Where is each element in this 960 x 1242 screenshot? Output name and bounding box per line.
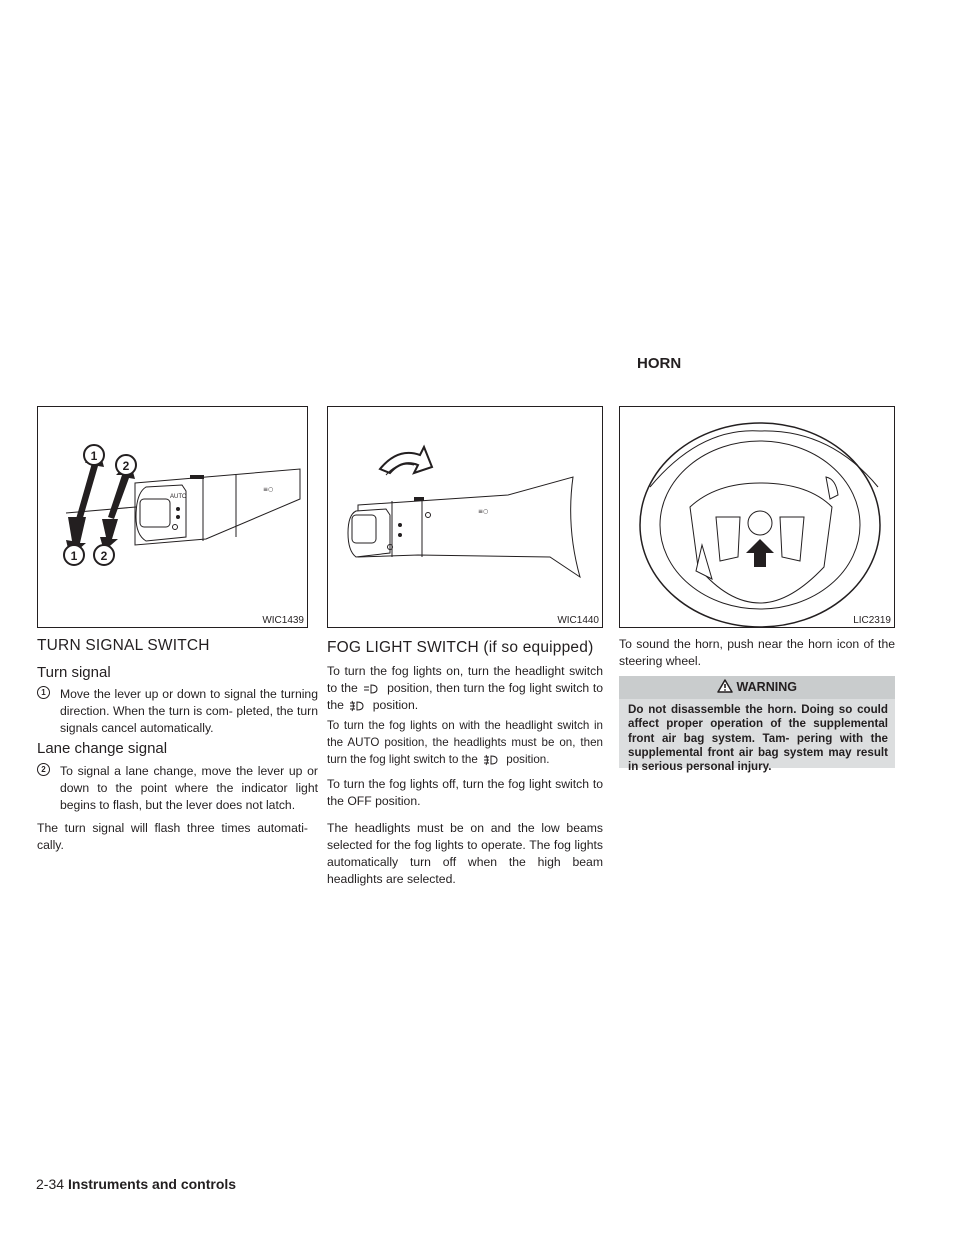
steering-wheel-illustration: [620, 407, 896, 629]
fog-p1-part-a: To turn the fog lights on, turn the headlight switch to the: [327, 664, 603, 695]
fog-paragraph-3: To turn the fog lights off, turn the fog light switch to the OFF position.: [327, 777, 603, 808]
page-footer: [36, 1176, 236, 1192]
warning-text: Do not disassemble the horn. Doing so could affect proper operation of the supplemental front air bag system. Tam- pering with the supplemental front air bag system may result in serious personal injury.: [628, 703, 888, 774]
callout-up-1: 1: [90, 449, 98, 463]
svg-text:≡○: ≡○: [263, 486, 274, 493]
callout-down-2: 2: [100, 549, 108, 563]
callout-down-1: 1: [70, 549, 78, 563]
page-number: 2-34: [36, 1176, 65, 1192]
lane-change-subheading: Lane change signal: [37, 740, 168, 757]
item-1-text: Move the lever up or down to signal the turning direction. When the turn is com- pleted, the turn signals cancel automatically.: [60, 687, 318, 735]
turn-signal-subheading: Turn signal: [37, 664, 111, 681]
figure-code: LIC2319: [853, 615, 891, 626]
callout-up-2: 2: [122, 459, 130, 473]
horn-paragraph: To sound the horn, push near the horn icon of the steering wheel.: [619, 637, 895, 668]
fog-light-switch-heading: FOG LIGHT SWITCH (if so equipped): [327, 639, 594, 656]
item-2-text: To signal a lane change, move the lever up or down to the point where the indicator light begins to flash, but the lever does not latch.: [60, 764, 318, 812]
warning-title: WARNING: [736, 680, 797, 694]
horn-section-title: HORN: [637, 355, 682, 372]
fog-p1-part-c: position.: [372, 698, 419, 712]
fog-paragraph-4: The headlights must be on and the low beams selected for the fog lights to operate. The fog lights automatically turn off when the high beam headlights are selected.: [327, 821, 603, 886]
figure-steering-wheel: [619, 406, 895, 628]
warning-box: [619, 676, 895, 774]
turn-signal-switch-heading: TURN SIGNAL SWITCH: [37, 637, 210, 654]
fog-light-icon: [481, 754, 503, 766]
item-marker-2: 2: [37, 763, 50, 776]
fog-paragraph-1: [327, 663, 603, 714]
figure-turn-signal-lever: [37, 406, 308, 628]
fog-p1-part-b: position, then turn the fog light switch to the: [327, 681, 604, 712]
headlight-icon: [361, 683, 383, 695]
warning-icon: [717, 679, 733, 693]
fog-p2-part-b: position.: [506, 753, 550, 766]
svg-text:≡○: ≡○: [478, 508, 489, 515]
figure-code: WIC1440: [557, 615, 599, 626]
fog-light-icon: [347, 700, 369, 712]
turn-signal-paragraph: The turn signal will flash three times automati- cally.: [37, 821, 308, 852]
turn-signal-lever-illustration: [38, 407, 309, 629]
fog-paragraph-2: [327, 717, 603, 768]
figure-code: WIC1439: [262, 615, 304, 626]
fog-light-lever-illustration: [328, 407, 604, 629]
item-marker-1: 1: [37, 686, 50, 699]
lever-auto-label: AUTO: [170, 494, 187, 500]
turn-signal-item-1: [37, 686, 318, 738]
turn-signal-item-2: [37, 763, 318, 815]
fog-p2-part-a: To turn the fog lights on with the headlight switch in the AUTO position, the headlights must be on, then turn the fog light switch to the: [327, 719, 603, 766]
footer-section-title: Instruments and controls: [68, 1176, 237, 1192]
figure-fog-light-lever: [327, 406, 603, 628]
warning-header: [619, 676, 895, 699]
